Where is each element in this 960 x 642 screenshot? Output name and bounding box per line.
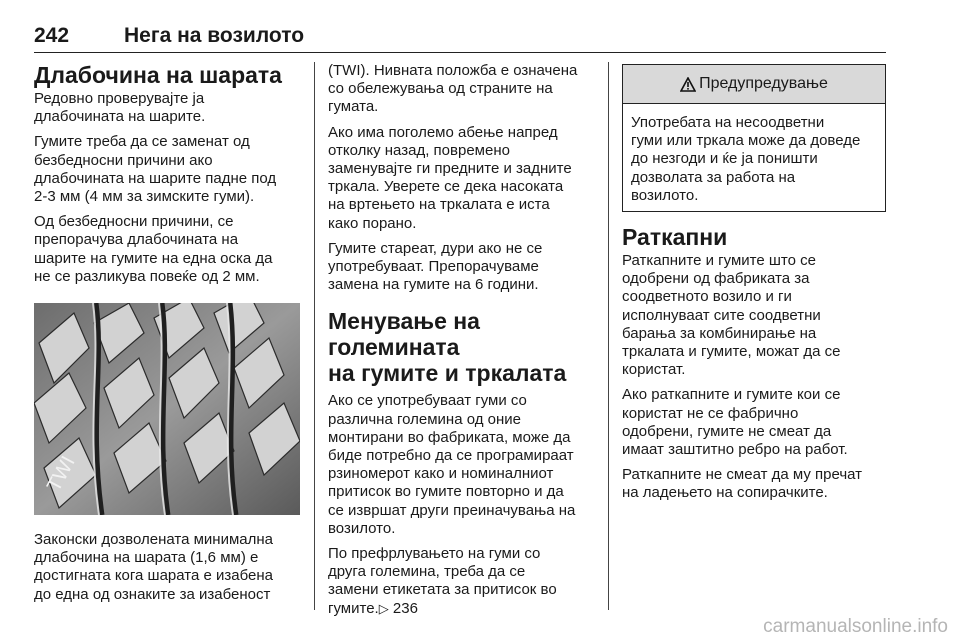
section-heading-tire-size: Менување на големината на гумите и тркалата xyxy=(328,308,567,387)
paragraph-text: По префрлувањето на гуми со друга големина, треба да се замени етикетата за притисок во гумите. xyxy=(328,545,557,617)
paragraph: Раткапните не смеат да му пречат на ладењето на сопирачките. xyxy=(622,466,863,502)
warning-header xyxy=(623,65,885,104)
paragraph: Ако се употребуваат гуми со различна големина од оние монтирани во фабриката, може да биде потребно да се програмираат рзиномерот како и номиналниот притисок во гумите повторно и да се извршат други преиначувања на возилото. xyxy=(328,392,576,537)
column-divider xyxy=(608,62,609,610)
paragraph: Од безбедносни причини, се препорачува длабочината на шарите на гумите на една оска да не се разликува повеќе од 2 мм. xyxy=(34,213,273,285)
column-2 xyxy=(328,62,596,618)
section-heading-tread-depth: Длабочина на шарата xyxy=(34,62,282,88)
paragraph: Ако раткапните и гумите кои се користат не се фабрично одобрени, гумите не смеат да имаат заштитно ребро на работ. xyxy=(622,386,848,459)
paragraph: Законски дозволената минимална длабочина на шарата (1,6 мм) е достигната кога шарата е изабена до една од ознаките за изабеност xyxy=(34,531,273,603)
column-divider xyxy=(314,62,315,610)
paragraph: (TWI). Нивната положба е означена со обележувања од страните на гумата. xyxy=(328,62,578,116)
warning-text: Употребата на несоодветни гуми или тркала може да доведе до незгоди и ќе ја поништи дозволата за работа на возилото. xyxy=(631,114,861,204)
warning-box xyxy=(622,64,886,212)
paragraph: Раткапните и гумите што се одобрени од фабриката за соодветното возило и ги исполнуваат сите соодветни барања за комбинирање на тркалата и гумите, можат да се користат. xyxy=(622,252,841,379)
paragraph xyxy=(328,545,596,618)
paragraph: Гумите треба да се заменат од безбедносни причини ако длабочината на шарите падне под 2-3 мм (4 мм за зимските гуми). xyxy=(34,133,277,206)
tire-tread-image xyxy=(34,303,300,515)
page-header xyxy=(34,22,886,53)
header-title: Нега на возилото xyxy=(124,24,305,47)
column-1 xyxy=(34,62,302,611)
watermark: carmanualsonline.info xyxy=(763,616,948,637)
paragraph: Редовно проверувајте ја длабочината на шарите. xyxy=(34,90,206,126)
warning-body xyxy=(623,104,885,211)
twi-marking: TWI xyxy=(42,452,80,496)
page-number: 242 xyxy=(34,24,70,47)
paragraph: Ако има поголемо абење напред отколку назад, повремено заменувајте ги предните и задните тркала. Уверете се дека насоката на вртењето на тркалата е иста како порано. xyxy=(328,123,572,232)
page-reference-arrow-icon: ▷ xyxy=(378,600,389,616)
paragraph: Гумите стареат, дури ако не се употребуваат. Препорачуваме замена на гумите на 6 години. xyxy=(328,239,543,294)
warning-triangle-icon xyxy=(680,77,696,92)
warning-title: Предупредување xyxy=(699,74,828,92)
section-heading-hubcaps: Раткапни xyxy=(622,224,728,251)
column-3 xyxy=(622,62,886,510)
page-reference-link[interactable]: 236 xyxy=(392,599,418,617)
